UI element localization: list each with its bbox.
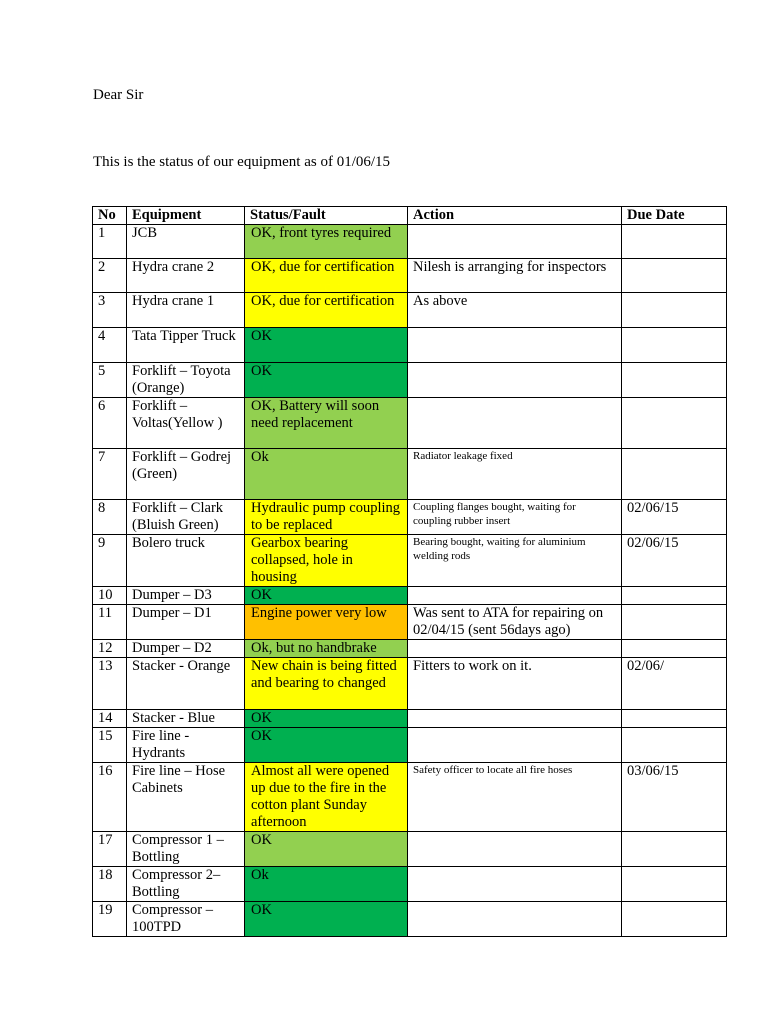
header-no: No bbox=[93, 207, 127, 225]
table-row bbox=[93, 902, 727, 937]
due-date: 02/06/ bbox=[622, 658, 727, 710]
due-date bbox=[622, 640, 727, 658]
due-date bbox=[622, 710, 727, 728]
header-action: Action bbox=[408, 207, 622, 225]
equipment-name: Compressor 1 – Bottling bbox=[127, 832, 245, 867]
status-fault: OK bbox=[245, 832, 408, 867]
due-date bbox=[622, 259, 727, 293]
table-row bbox=[93, 293, 727, 328]
table-row bbox=[93, 398, 727, 449]
row-number: 18 bbox=[93, 867, 127, 902]
action-text: As above bbox=[408, 293, 622, 328]
row-number: 7 bbox=[93, 449, 127, 500]
action-text bbox=[408, 867, 622, 902]
status-fault: Ok bbox=[245, 449, 408, 500]
due-date bbox=[622, 832, 727, 867]
action-text bbox=[408, 640, 622, 658]
equipment-name: Forklift – Toyota (Orange) bbox=[127, 363, 245, 398]
due-date: 02/06/15 bbox=[622, 500, 727, 535]
table-row bbox=[93, 328, 727, 363]
action-text bbox=[408, 225, 622, 259]
row-number: 5 bbox=[93, 363, 127, 398]
due-date bbox=[622, 398, 727, 449]
status-fault: OK bbox=[245, 587, 408, 605]
table-row bbox=[93, 535, 727, 587]
status-fault: New chain is being fitted and bearing to changed bbox=[245, 658, 408, 710]
action-text: Nilesh is arranging for inspectors bbox=[408, 259, 622, 293]
equipment-name: Fire line - Hydrants bbox=[127, 728, 245, 763]
table-body bbox=[93, 225, 727, 937]
row-number: 19 bbox=[93, 902, 127, 937]
row-number: 6 bbox=[93, 398, 127, 449]
row-number: 2 bbox=[93, 259, 127, 293]
row-number: 8 bbox=[93, 500, 127, 535]
action-text bbox=[408, 728, 622, 763]
header-due-date: Due Date bbox=[622, 207, 727, 225]
due-date bbox=[622, 293, 727, 328]
action-text bbox=[408, 832, 622, 867]
row-number: 10 bbox=[93, 587, 127, 605]
equipment-name: Dumper – D2 bbox=[127, 640, 245, 658]
row-number: 15 bbox=[93, 728, 127, 763]
equipment-name: Forklift – Voltas(Yellow ) bbox=[127, 398, 245, 449]
equipment-status-table bbox=[92, 206, 727, 937]
due-date bbox=[622, 225, 727, 259]
table-row bbox=[93, 225, 727, 259]
table-row bbox=[93, 363, 727, 398]
due-date: 03/06/15 bbox=[622, 763, 727, 832]
action-text bbox=[408, 363, 622, 398]
due-date bbox=[622, 605, 727, 640]
table-row bbox=[93, 449, 727, 500]
action-text bbox=[408, 587, 622, 605]
status-fault: Ok bbox=[245, 867, 408, 902]
status-fault: Gearbox bearing collapsed, hole in housing bbox=[245, 535, 408, 587]
status-fault: Almost all were opened up due to the fire in the cotton plant Sunday afternoon bbox=[245, 763, 408, 832]
due-date bbox=[622, 587, 727, 605]
status-fault: OK, due for certification bbox=[245, 259, 408, 293]
row-number: 3 bbox=[93, 293, 127, 328]
row-number: 1 bbox=[93, 225, 127, 259]
row-number: 4 bbox=[93, 328, 127, 363]
header-status: Status/Fault bbox=[245, 207, 408, 225]
table-row bbox=[93, 728, 727, 763]
equipment-name: Dumper – D3 bbox=[127, 587, 245, 605]
due-date bbox=[622, 363, 727, 398]
action-text: Safety officer to locate all fire hoses bbox=[408, 763, 622, 832]
equipment-name: Dumper – D1 bbox=[127, 605, 245, 640]
table-row bbox=[93, 259, 727, 293]
table-row bbox=[93, 867, 727, 902]
row-number: 9 bbox=[93, 535, 127, 587]
equipment-name: Fire line – Hose Cabinets bbox=[127, 763, 245, 832]
table-row bbox=[93, 658, 727, 710]
equipment-name: Compressor 2– Bottling bbox=[127, 867, 245, 902]
row-number: 17 bbox=[93, 832, 127, 867]
equipment-name: Hydra crane 2 bbox=[127, 259, 245, 293]
action-text: Radiator leakage fixed bbox=[408, 449, 622, 500]
row-number: 16 bbox=[93, 763, 127, 832]
equipment-name: Stacker - Orange bbox=[127, 658, 245, 710]
due-date bbox=[622, 328, 727, 363]
status-fault: OK bbox=[245, 902, 408, 937]
status-fault: OK bbox=[245, 710, 408, 728]
equipment-name: Bolero truck bbox=[127, 535, 245, 587]
action-text bbox=[408, 902, 622, 937]
action-text: Fitters to work on it. bbox=[408, 658, 622, 710]
equipment-name: Hydra crane 1 bbox=[127, 293, 245, 328]
status-fault: Hydraulic pump coupling to be replaced bbox=[245, 500, 408, 535]
status-fault: OK, due for certification bbox=[245, 293, 408, 328]
row-number: 11 bbox=[93, 605, 127, 640]
action-text: Was sent to ATA for repairing on 02/04/15 (sent 56days ago) bbox=[408, 605, 622, 640]
status-fault: OK bbox=[245, 363, 408, 398]
action-text bbox=[408, 710, 622, 728]
table-row bbox=[93, 605, 727, 640]
due-date bbox=[622, 867, 727, 902]
intro-text: This is the status of our equipment as of 01/06/15 bbox=[93, 154, 391, 170]
action-text: Coupling flanges bought, waiting for coupling rubber insert bbox=[408, 500, 622, 535]
table-header-row bbox=[93, 207, 727, 225]
action-text: Bearing bought, waiting for aluminium welding rods bbox=[408, 535, 622, 587]
greeting: Dear Sir bbox=[93, 87, 144, 103]
due-date bbox=[622, 902, 727, 937]
action-text bbox=[408, 398, 622, 449]
table-row bbox=[93, 587, 727, 605]
equipment-name: Tata Tipper Truck bbox=[127, 328, 245, 363]
status-fault: OK, front tyres required bbox=[245, 225, 408, 259]
due-date bbox=[622, 449, 727, 500]
header-equipment: Equipment bbox=[127, 207, 245, 225]
equipment-name: Forklift – Godrej (Green) bbox=[127, 449, 245, 500]
row-number: 13 bbox=[93, 658, 127, 710]
table-row bbox=[93, 763, 727, 832]
equipment-name: Forklift – Clark (Bluish Green) bbox=[127, 500, 245, 535]
equipment-name: Compressor – 100TPD bbox=[127, 902, 245, 937]
status-fault: OK bbox=[245, 728, 408, 763]
status-fault: Ok, but no handbrake bbox=[245, 640, 408, 658]
status-fault: OK, Battery will soon need replacement bbox=[245, 398, 408, 449]
due-date: 02/06/15 bbox=[622, 535, 727, 587]
row-number: 12 bbox=[93, 640, 127, 658]
row-number: 14 bbox=[93, 710, 127, 728]
equipment-name: JCB bbox=[127, 225, 245, 259]
status-fault: OK bbox=[245, 328, 408, 363]
table-row bbox=[93, 832, 727, 867]
equipment-name: Stacker - Blue bbox=[127, 710, 245, 728]
status-fault: Engine power very low bbox=[245, 605, 408, 640]
table-row bbox=[93, 500, 727, 535]
table-row bbox=[93, 710, 727, 728]
due-date bbox=[622, 728, 727, 763]
action-text bbox=[408, 328, 622, 363]
table-row bbox=[93, 640, 727, 658]
